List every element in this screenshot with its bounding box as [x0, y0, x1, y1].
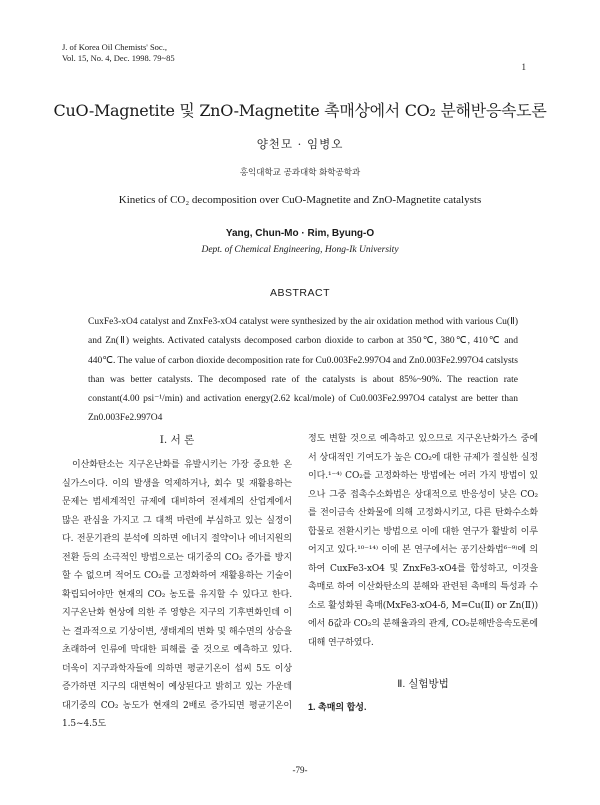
- authors-english: Yang, Chun-Mo · Rim, Byung-O: [225, 228, 375, 239]
- affiliation-english: Dept. of Chemical Engineering, Hong-Ik University: [201, 245, 399, 255]
- subsection-catalyst-synthesis: 1. 촉매의 합성.: [308, 702, 367, 712]
- section-methods-heading: Ⅱ. 실험방법: [397, 678, 449, 690]
- page-number: 1: [521, 62, 526, 72]
- introduction-paragraph: 이산화탄소는 지구온난화를 유발시키는 가장 중요한 온실가스이다. 이의 발생을 억제하거나, 회수 및 재활용하는 문제는 범세계적인 규제에 대비하여 전세계의 산업계에서 많은 관심을 가지고 그 대책 마련에 부심하고 있는 실정이다. 전문기관의 분석에 의하면 에너지 절약이나 에너지원의 전환 등의 소극적인 방법으로는 대기중의 CO₂ 증가를 방지할 수 없으며 적어도 CO₂를 고정화하여 재활용하는 기술이 확립되어야만 현재의 CO₂ 농도를 유지할 수 있다고 한다. 지구온난화 현상에 의한 주 영향은 지구의 기후변화인데 이는 결과적으로 기상이변, 생태계의 변화 및 해수면의 상승을 초래하여 인류에 막대한 피해를 줄 것으로 예측하고 있다. 더욱이 지구과학자들에 의하면 평균기온이 섭씨 5도 이상 증가하면 지구의 대변혁이 예상된다고 밝히고 있는 가운데 대기중의 CO₂ 농도가 현재의 2배로 증가되면 평균기온이 1.5~4.5도: [62, 460, 292, 729]
- journal-line-2: Vol. 15, No. 4, Dec. 1998. 79~85: [62, 53, 175, 63]
- affiliation-korean: 홍익대학교 공과대학 화학공학과: [239, 168, 361, 178]
- section-introduction-heading: Ⅰ. 서 론: [159, 434, 195, 446]
- title-english: Kinetics of CO₂ decomposition over CuO-Magnetite and ZnO-Magnetite catalysts: [118, 194, 482, 206]
- abstract-heading: ABSTRACT: [269, 287, 330, 299]
- page-footer-number: -79-: [292, 765, 308, 775]
- authors-korean: 양천모 · 임병오: [256, 137, 344, 151]
- journal-line-1: J. of Korea Oil Chemists' Soc.,: [62, 42, 167, 52]
- left-column: [62, 430, 292, 734]
- right-column: [308, 430, 538, 713]
- title-korean: CuO-Magnetite 및 ZnO-Magnetite 촉매상에서 CO₂ 분해반응속도론: [53, 101, 547, 120]
- journal-citation: [62, 42, 175, 64]
- abstract-text: CuxFe3-xO4 catalyst and ZnxFe3-xO4 catalyst were synthesized by the air oxidation method with various Cu(Ⅱ) and Zn(Ⅱ) weights. Activated catalysts decomposed carbon dioxide to carbon at 350℃, 380℃, 410℃ and 440℃. The value of carbon dioxide decomposition rate for Cu0.003Fe2.997O4 and Zn0.003Fe2.997O4 catslysts than was better catalysts. The decomposed rate of the catalysts is about 85%~90%. The reaction rate constant(4.00 psi⁻¹/min) and activation energy(2.62 kcal/mole) of Cu0.003Fe2.997O4 catalyst are better than Zn0.003Fe2.997O4: [88, 317, 518, 424]
- introduction-continued-paragraph: 정도 변할 것으로 예측하고 있으므로 지구온난화가스 중에서 상대적인 기여도가 높은 CO₂에 대한 규제가 절실한 실정이다.¹⁻⁴⁾ CO₂를 고정화하는 방법에는 여러 가지 방법이 있으나 그중 접촉수소화법은 상대적으로 반응성이 낮은 CO₂를 전이금속 산화물에 의해 고정화시키고, 다른 탄화수소화합물로 전환시키는 방법으로 이에 대한 연구가 활발히 이루어지고 있다.¹⁰⁻¹⁴⁾ 이에 본 연구에서는 공기산화법⁶⁻⁹⁾에 의하여 CuxFe3-xO4 및 ZnxFe3-xO4를 합성하고, 이것을 촉매로 하여 이산화탄소의 분해와 관련된 촉매의 특성과 수소로 활성화된 촉매(MxFe3-xO4-δ, M=Cu(Ⅱ) or Zn(Ⅱ))에서 δ값과 CO₂의 분해율과의 관계, CO₂분해반응속도론에 대해 연구하였다.: [308, 434, 538, 648]
